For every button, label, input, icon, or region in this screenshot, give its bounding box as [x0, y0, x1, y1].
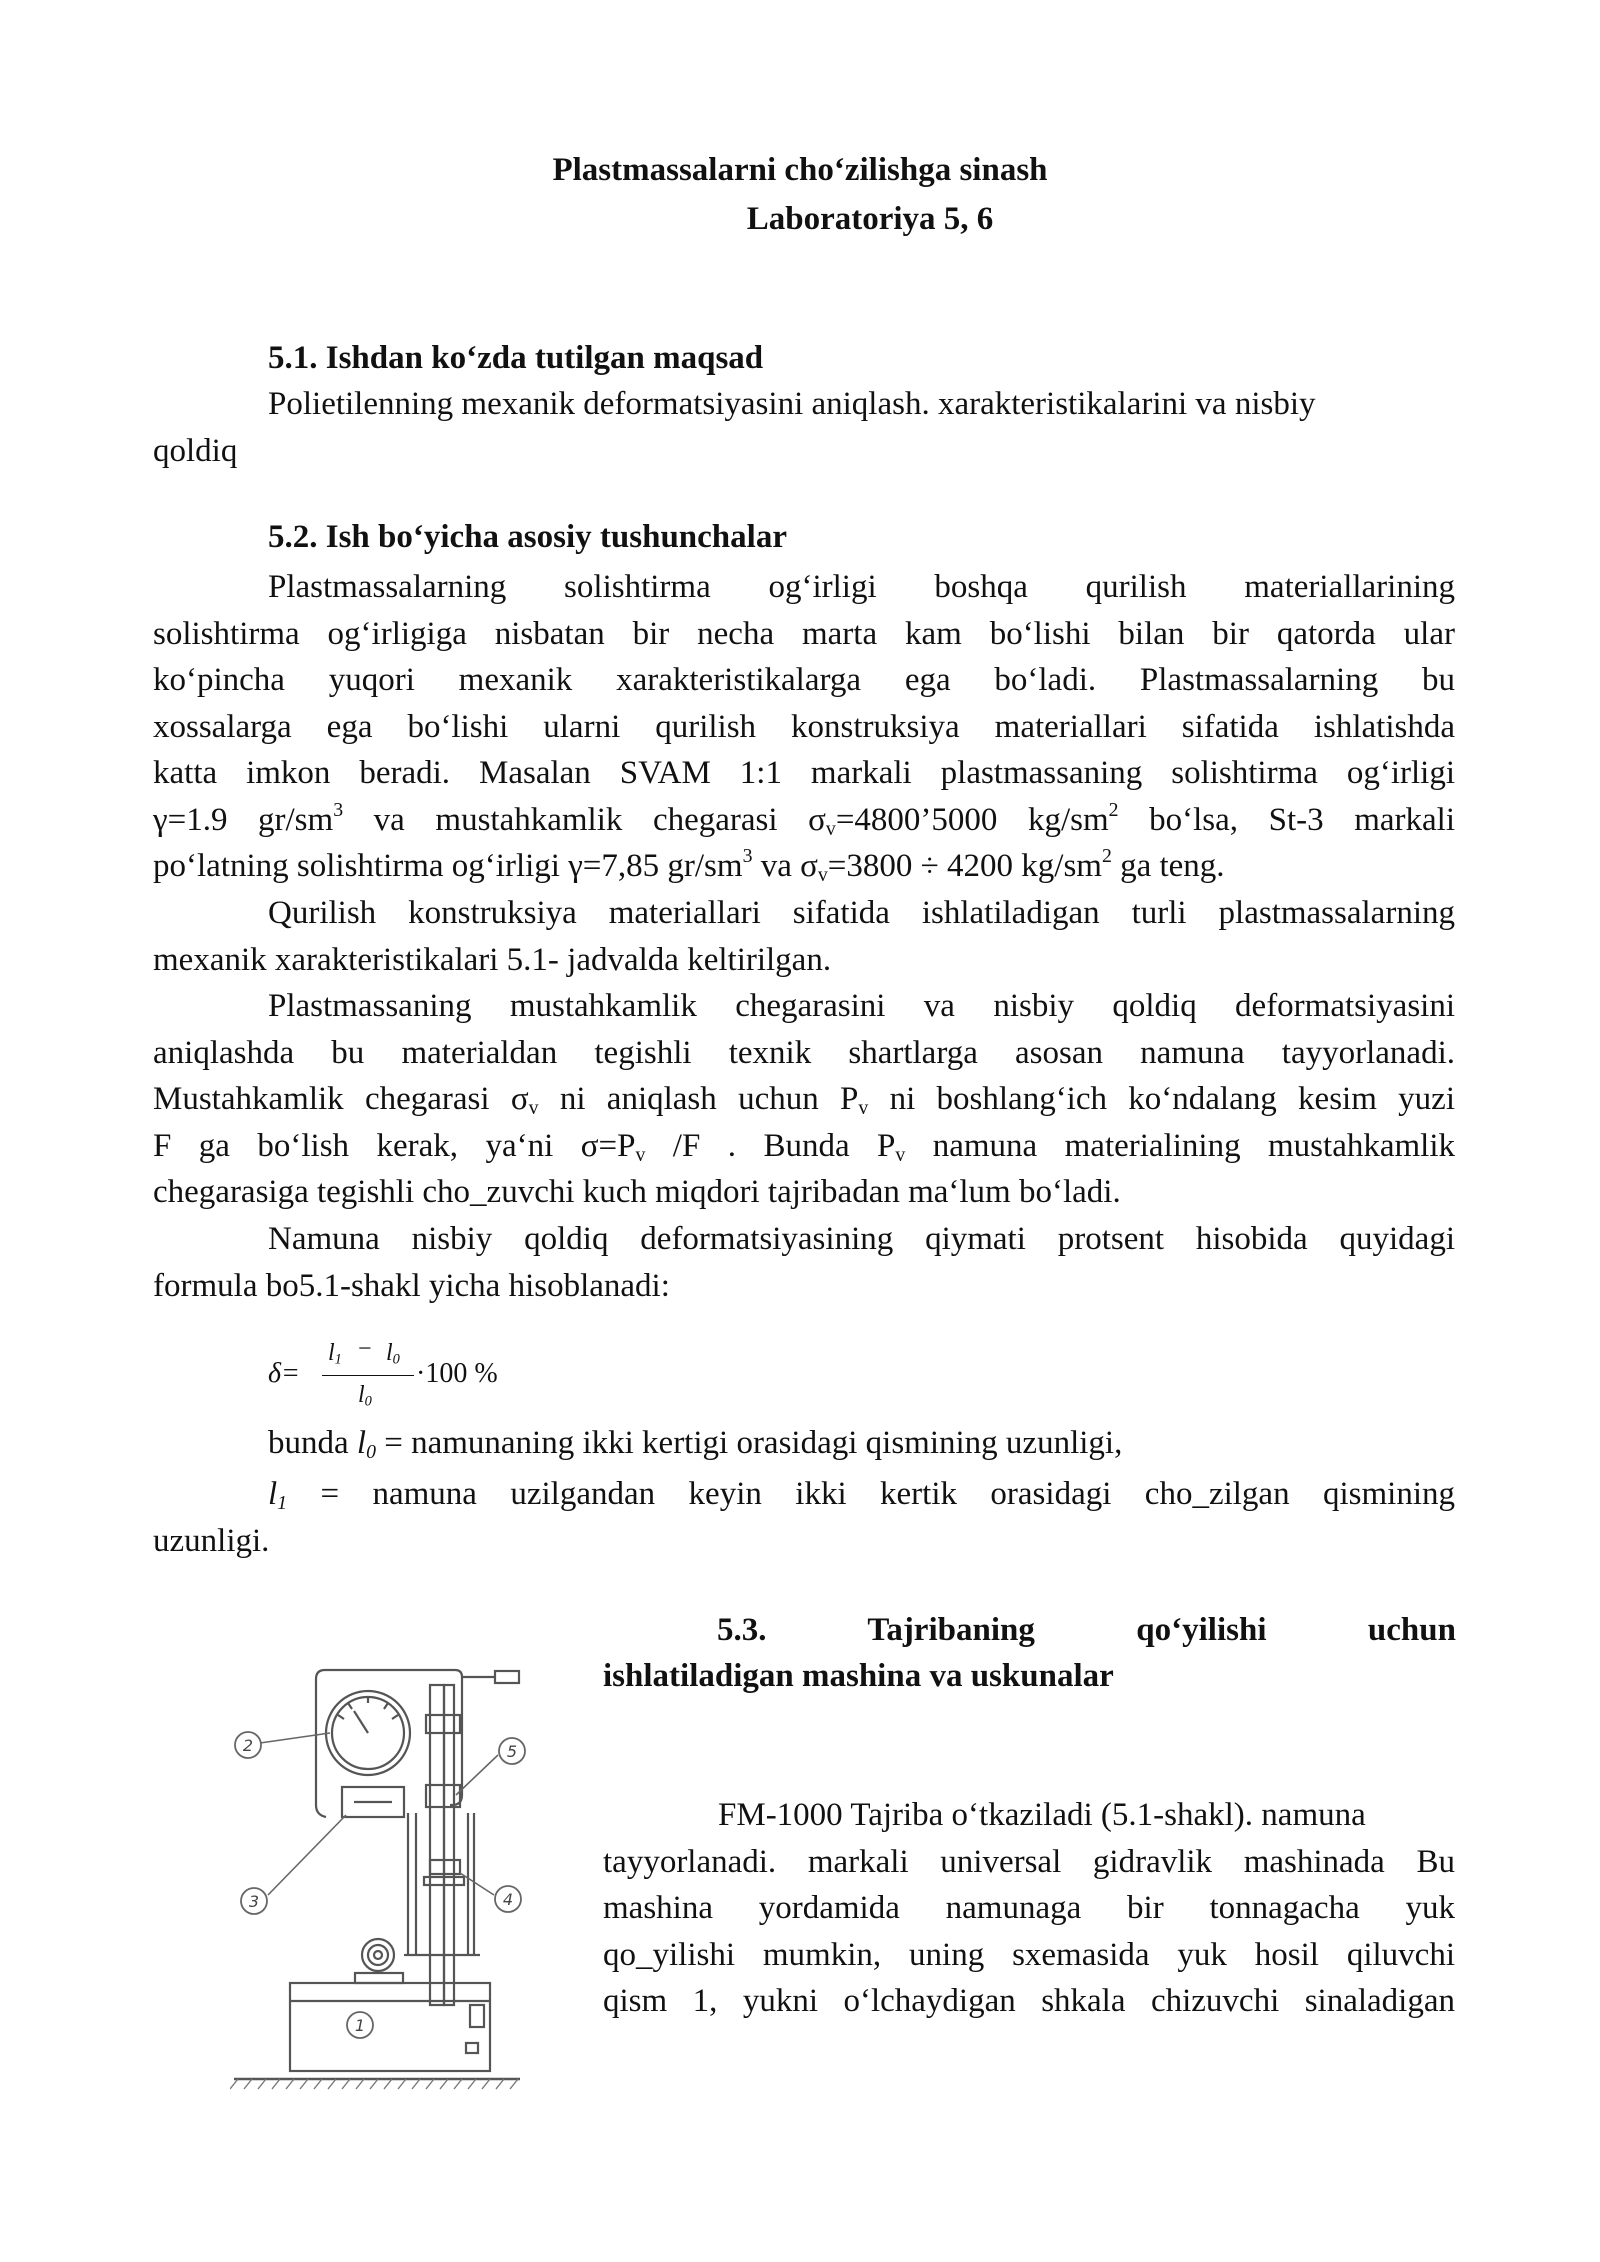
delta-formula	[268, 1336, 568, 1420]
paragraph-line: FM-1000 Tajriba o‘tkaziladi (5.1-shakl). namuna	[718, 1797, 1366, 1833]
text-run: Mustahkamlik chegarasi σ	[153, 1081, 529, 1117]
paragraph-line-with-formula	[153, 1076, 1455, 1123]
subscript: v	[817, 863, 828, 886]
paragraph-line: aniqlashda bu materialdan tegishli texnik shartlarga asosan namuna tayyorlanadi.	[153, 1034, 1455, 1071]
text-run: =4800’5000 kg/sm	[835, 801, 1109, 838]
variable: l	[328, 1340, 335, 1366]
formula-rhs: ·100 %	[416, 1358, 498, 1389]
callout-label-1: 1	[354, 2016, 366, 2035]
superscript: 2	[1101, 845, 1112, 868]
paragraph-line-with-formula	[153, 1471, 1455, 1518]
paragraph-line-with-formula	[153, 1123, 1455, 1170]
text-run: ni boshlang‘ich ko‘ndalang kesim yuzi	[868, 1081, 1455, 1117]
superscript: 3	[742, 845, 753, 868]
section-5-1-text-line-1: Polietilenning mexanik deformatsiyasini aniqlash. xarakteristikalarini va nisbiy	[268, 386, 1316, 422]
paragraph-line: tayyorlanadi. markali universal gidravlik mashinada Bu	[603, 1843, 1455, 1880]
paragraph-line: Namuna nisbiy qoldiq deformatsiyasining qiymati protsent hisobida quyidagi	[268, 1221, 1455, 1257]
superscript: 3	[333, 798, 344, 821]
subscript: v	[858, 1096, 869, 1119]
subscript: 0	[392, 1351, 400, 1368]
text-run: namuna materialining mustahkamlik	[905, 1127, 1455, 1164]
text-run: F ga bo‘lish kerak, ya‘ni σ=P	[153, 1127, 636, 1164]
section-5-3-heading-line-2: ishlatiladigan mashina va uskunalar	[603, 1658, 1114, 1694]
machine-schematic-drawing	[230, 1655, 590, 2115]
subscript: 1	[334, 1351, 342, 1368]
formula-denominator	[358, 1382, 372, 1409]
text-run: /F . Bunda P	[645, 1127, 896, 1164]
text-run: =3800 ÷ 4200 kg/sm	[827, 848, 1102, 884]
definition-l0	[268, 1425, 1122, 1462]
paragraph-line: formula bo5.1-shakl yicha hisoblanadi:	[153, 1267, 670, 1304]
paragraph-line: Plastmassaning mustahkamlik chegarasini va nisbiy qoldiq deformatsiyasini	[268, 988, 1455, 1024]
paragraph-line: chegarasiga tegishli cho_zuvchi kuch miqdori tajribadan ma‘lum bo‘ladi.	[153, 1174, 1121, 1210]
variable: l	[358, 1382, 365, 1408]
machine-schematic-figure	[230, 1655, 590, 2115]
callout-label-2: 2	[242, 1736, 254, 1755]
variable: l	[356, 1425, 367, 1461]
variable: l	[268, 1476, 278, 1512]
paragraph-line: mexanik xarakteristikalari 5.1- jadvalda keltirilgan.	[153, 941, 832, 978]
formula-numerator-l0	[386, 1340, 400, 1367]
text-run: ga teng.	[1111, 848, 1225, 884]
callout-label-5: 5	[506, 1742, 518, 1761]
variable: l	[386, 1340, 393, 1366]
superscript: 2	[1108, 798, 1119, 821]
paragraph-line: uzunligi.	[153, 1522, 270, 1559]
paragraph-line: mashina yordamida namunaga bir tonnagacha yuk	[603, 1890, 1455, 1926]
definition-l1	[153, 1471, 1455, 1564]
document-subtitle: Laboratoriya 5, 6	[746, 201, 994, 237]
paragraph-line: katta imkon beradi. Masalan SVAM 1:1 markali plastmassaning solishtirma og‘irligi	[153, 755, 1455, 791]
paragraph-line: qism 1, yukni o‘lchaydigan shkala chizuvchi sinaladigan	[603, 1983, 1455, 2019]
subscript: v	[528, 1096, 539, 1119]
callout-label-4: 4	[502, 1890, 514, 1909]
subscript: v	[635, 1143, 646, 1166]
paragraph-line: ko‘pincha yuqori mexanik xarakteristikalarga ega bo‘ladi. Plastmassalarning bu	[153, 662, 1455, 698]
formula-lhs: δ=	[268, 1358, 300, 1389]
paragraph-line: Plastmassalarning solishtirma og‘irligi boshqa qurilish materiallarining	[268, 569, 1455, 605]
paragraph-line: Qurilish konstruksiya materiallari sifatida ishlatiladigan turli plastmassalarning	[268, 895, 1455, 931]
paragraph-line-with-formula	[153, 843, 1455, 890]
document-title: Plastmassalarni cho‘zilishga sinash	[552, 152, 1048, 188]
section-5-1-text-line-2: qoldiq	[153, 433, 238, 469]
section-5-2-paragraph-1	[153, 564, 1455, 890]
section-5-2-paragraph-2	[153, 890, 1455, 983]
paragraph-line: solishtirma og‘irligiga nisbatan bir necha marta kam bo‘lishi bilan bir qatorda ular	[153, 615, 1455, 652]
paragraph-line: qo_yilishi mumkin, uning sxemasida yuk hosil qiluvchi	[603, 1936, 1455, 1973]
section-5-2-paragraph-3	[153, 983, 1455, 1216]
subscript: 0	[366, 1440, 376, 1463]
text-run: va σ	[752, 848, 818, 884]
section-5-3-heading-line-1: 5.3. Tajribaning qo‘yilishi uchun	[717, 1612, 1456, 1648]
section-5-3-text	[603, 1792, 1455, 2025]
text-run: bunda	[268, 1425, 357, 1461]
formula-numerator-l1	[328, 1340, 342, 1367]
text-run: γ=1.9 gr/sm	[153, 801, 334, 838]
text-run: bo‘lsa, St-3 markali	[1118, 801, 1455, 838]
text-run: = namuna uzilgandan keyin ikki kertik orasidagi cho_zilgan qismining	[287, 1476, 1455, 1512]
subscript: 0	[364, 1393, 372, 1410]
formula-minus: −	[358, 1336, 372, 1362]
section-5-1-heading: 5.1. Ishdan ko‘zda tutilgan maqsad	[268, 340, 764, 376]
subscript: 1	[277, 1491, 288, 1514]
fraction-bar	[322, 1375, 414, 1376]
text-run: va mustahkamlik chegarasi σ	[343, 801, 826, 838]
paragraph-line: xossalarga ega bo‘lishi ularni qurilish konstruksiya materiallari sifatida ishlatishda	[153, 708, 1455, 745]
callout-label-3: 3	[248, 1892, 260, 1911]
subscript: v	[825, 817, 836, 840]
paragraph-line-with-formula	[153, 797, 1455, 844]
text-run: po‘latning solishtirma og‘irligi γ=7,85 gr/sm	[153, 848, 743, 884]
text-run: = namunaning ikki kertigi orasidagi qismining uzunligi,	[375, 1425, 1123, 1461]
section-5-2-heading: 5.2. Ish bo‘yicha asosiy tushunchalar	[268, 519, 787, 555]
subscript: v	[895, 1143, 906, 1166]
section-5-2-paragraph-4	[153, 1216, 1455, 1309]
text-run: ni aniqlash uchun P	[538, 1081, 859, 1117]
